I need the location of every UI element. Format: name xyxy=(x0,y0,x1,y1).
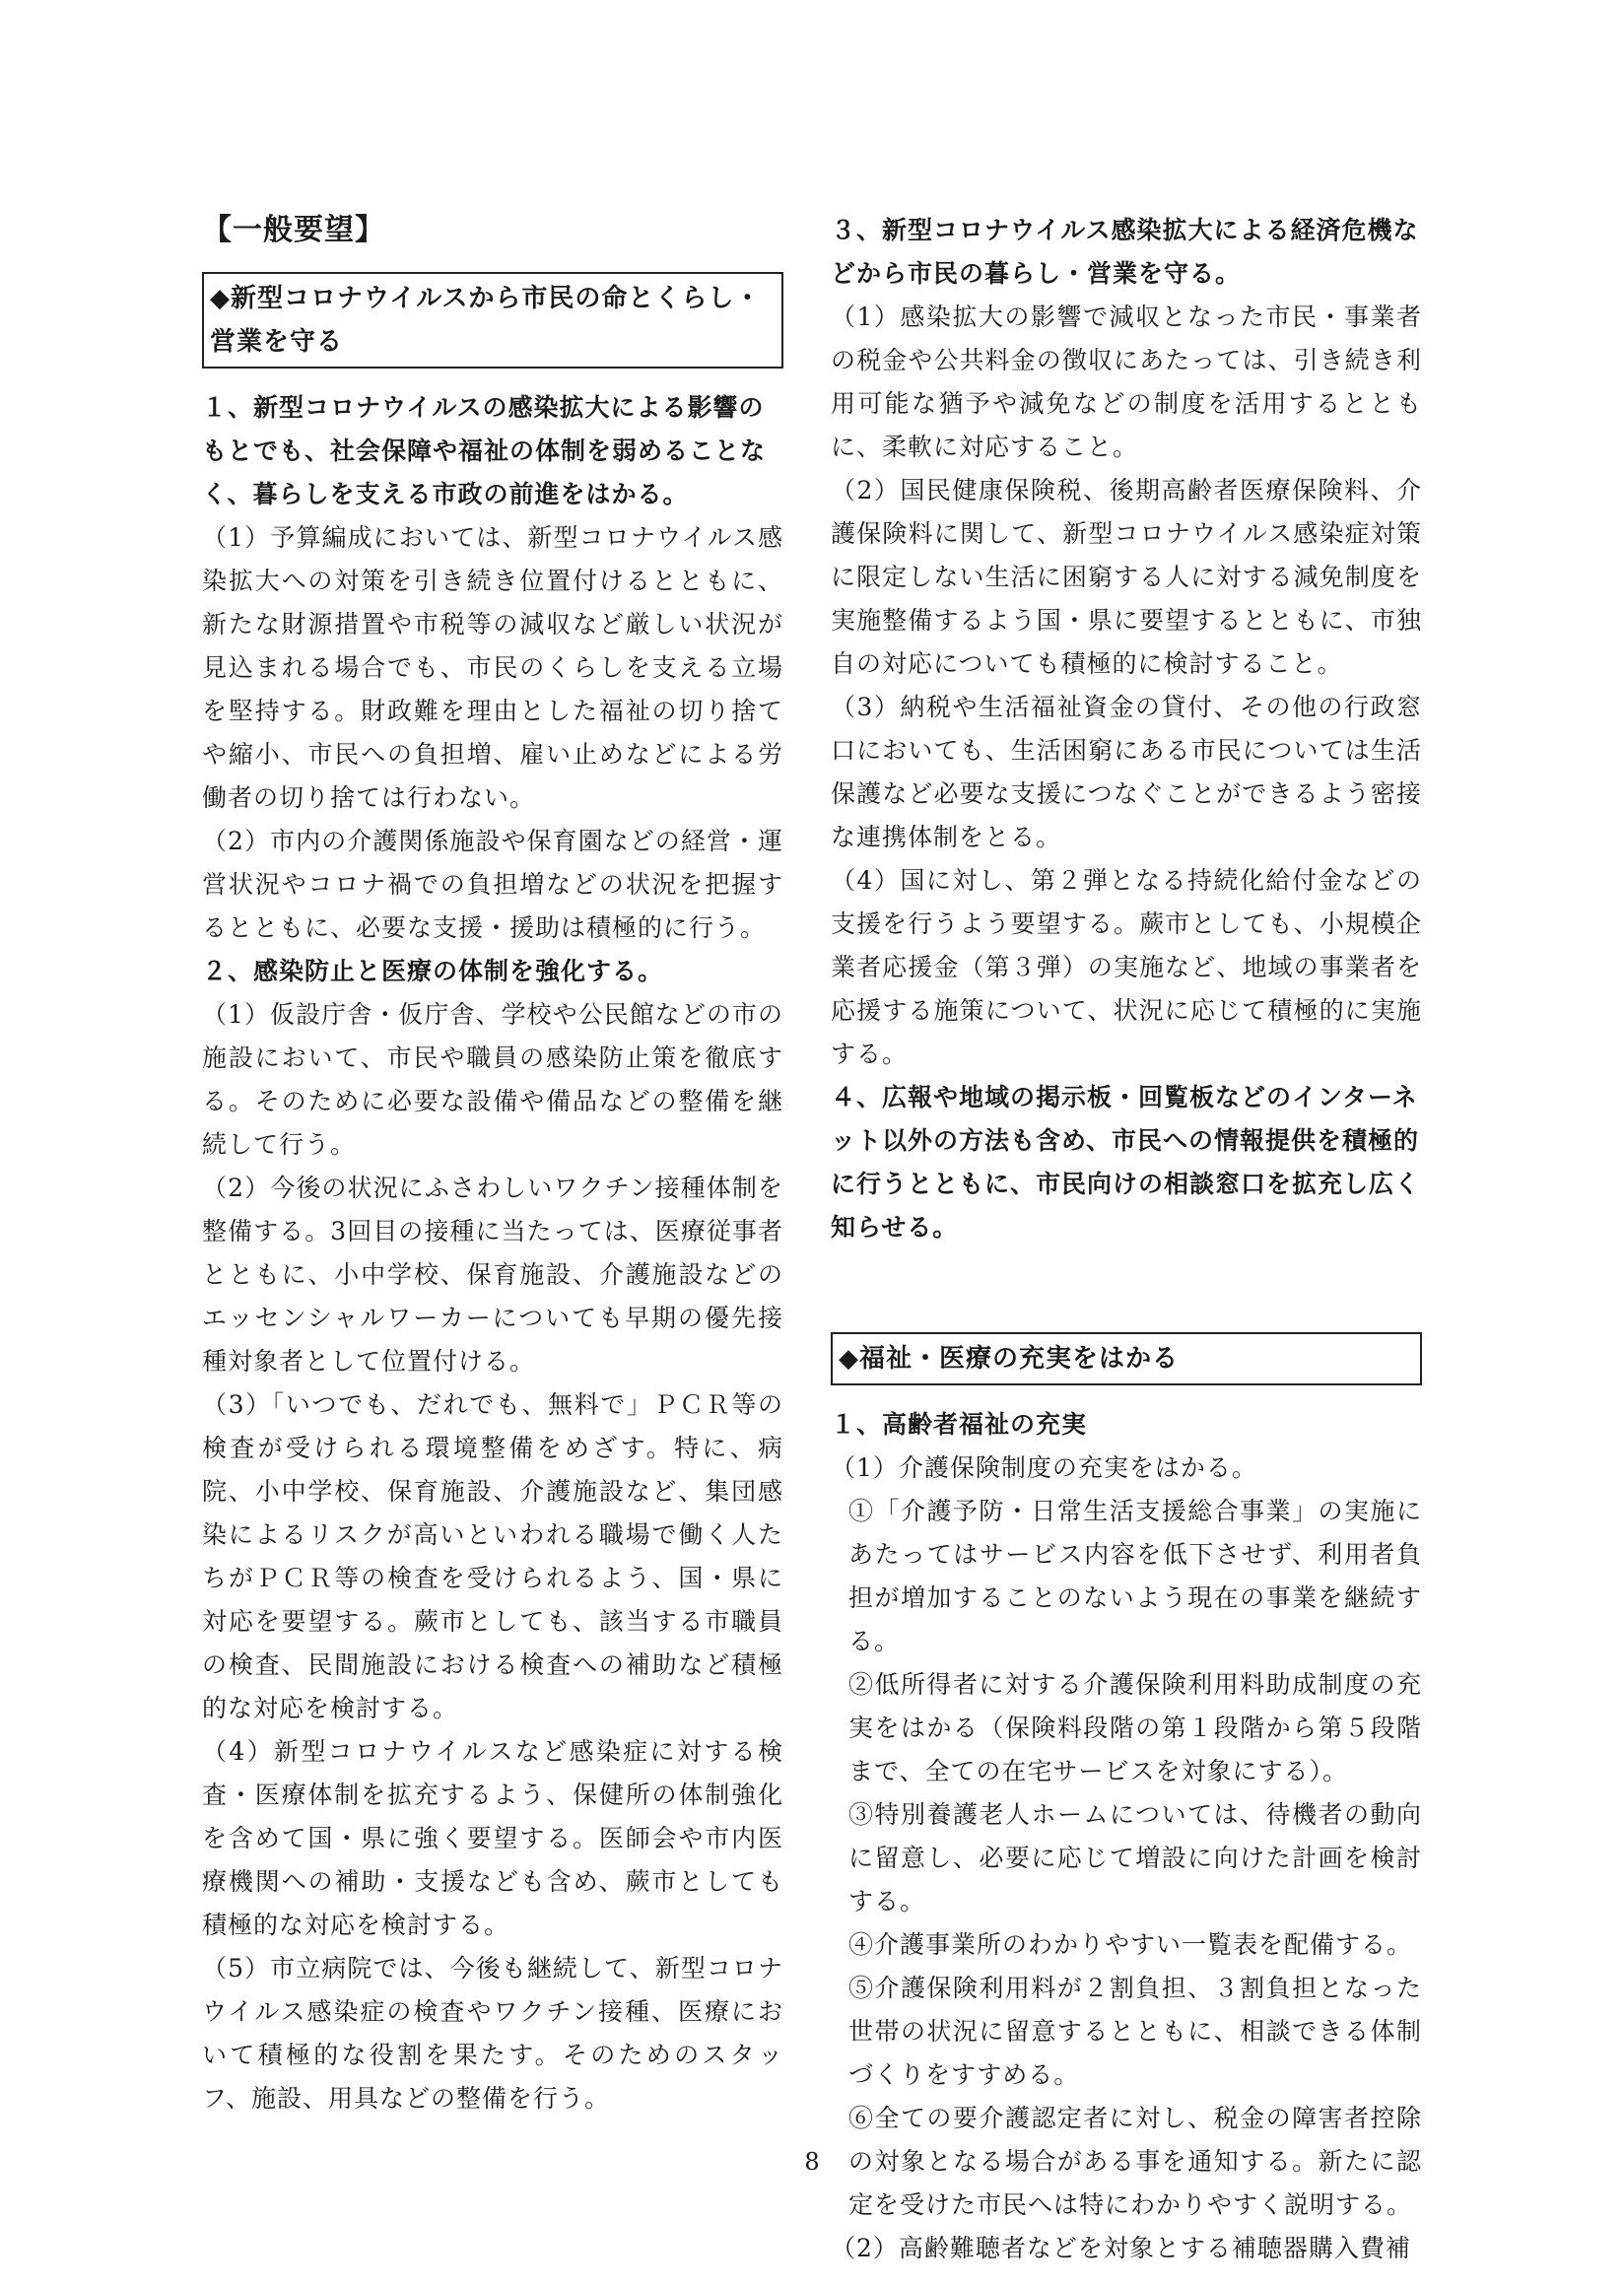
item-3-paragraph-1: （1）感染拡大の影響で減収となった市民・事業者の税金や公共料金の徴収にあたっては、引き続き利用可能な猶予や減免などの制度を活用するとともに、柔軟に対応すること。 xyxy=(831,303,1422,461)
item-4-title: ４、広報や地域の掲示板・回覧板などのインターネット以外の方法も含め、市民への情報提供を積極的に行うとともに、市民向けの相談窓口を拡充し広く知らせる。 xyxy=(831,1083,1421,1242)
section-box-covid: ◆新型コロナウイルスから市民の命とくらし・営業を守る xyxy=(202,272,783,369)
welfare-subitem-4: ④介護事業所のわかりやすい一覧表を配備する。 xyxy=(848,1930,1413,1959)
page-number: 8 xyxy=(804,2148,820,2176)
item-1-paragraph-2: （2）市内の介護関係施設や保育園などの経営・運営状況やコロナ禍での負担増などの状況を把握するとともに、必要な支援・援助は積極的に行う。 xyxy=(202,827,783,942)
right-column xyxy=(831,209,1422,2270)
item-3-paragraph-4: （4）国に対し、第２弾となる持続化給付金などの支援を行うよう要望する。蕨市としても、小規模企業者応援金（第３弾）の実施など、地域の事業者を応援する施策について、状況に応じて積極的に実施する。 xyxy=(831,866,1422,1068)
welfare-subitem-2: ②低所得者に対する介護保険利用料助成制度の充実をはかる（保険料段階の第１段階から第５段階まで、全ての在宅サービスを対象にする）。 xyxy=(848,1670,1422,1785)
item-2-paragraph-2: （2）今後の状況にふさわしいワクチン接種体制を整備する。3回目の接種に当たっては、医療従事者とともに、小中学校、保育施設、介護施設などのエッセンシャルワーカーについても早期の優先接種対象者として位置付ける。 xyxy=(202,1174,783,1376)
item-2-title: ２、感染防止と医療の体制を強化する。 xyxy=(202,957,664,985)
item-2-paragraph-3: （3）「いつでも、だれでも、無料で」ＰＣＲ等の検査が受けられる環境整備をめざす。特に、病院、小中学校、保育施設、介護施設など、集団感染によるリスクが高いといわれる職場で働く人たちがＰＣＲ等の検査を受けられるよう、国・県に対応を要望する。蕨市としても、該当する市職員の検査、民間施設における検査への補助など積極的な対応を検討する。 xyxy=(202,1390,783,1722)
general-request-heading: 【一般要望】 xyxy=(202,213,385,247)
item-3-title: ３、新型コロナウイルス感染拡大による経済危機などから市民の暮らし・営業を守る。 xyxy=(831,216,1419,288)
left-column xyxy=(202,209,783,2120)
section-box-welfare: ◆福祉・医療の充実をはかる xyxy=(831,1332,1422,1385)
item-2-paragraph-5: （5）市立病院では、今後も継続して、新型コロナウイルス感染症の検査やワクチン接種、医療において積極的な役割を果たす。そのためのスタッフ、施設、用具などの整備を行う。 xyxy=(202,1954,783,2113)
welfare-paragraph-1: （1）介護保険制度の充実をはかる。 xyxy=(831,1453,1257,1482)
welfare-subitem-1: ①「介護予防・日常生活支援総合事業」の実施にあたってはサービス内容を低下させず、利用者負担が増加することのないよう現在の事業を継続する。 xyxy=(848,1497,1422,1655)
item-3-paragraph-2: （2）国民健康保険税、後期高齢者医療保険料、介護保険料に関して、新型コロナウイルス感染症対策に限定しない生活に困窮する人に対する減免制度を実施整備するよう国・県に要望するとともに、市独自の対応についても積極的に検討すること。 xyxy=(831,476,1422,678)
item-1-paragraph-1: （1）予算編成においては、新型コロナウイルス感染拡大への対策を引き続き位置付けるとともに、新たな財源措置や市税等の減収など厳しい状況が見込まれる場合でも、市民のくらしを支える立場を堅持する。財政難を理由とした福祉の切り捨てや縮小、市民への負担増、雇い止めなどによる労働者の切り捨ては行わない。 xyxy=(202,523,783,812)
welfare-subitem-3: ③特別養護老人ホームについては、待機者の動向に留意し、必要に応じて増設に向けた計画を検討する。 xyxy=(848,1800,1422,1916)
item-2-paragraph-1: （1）仮設庁舎・仮庁舎、学校や公民館などの市の施設において、市民や職員の感染防止策を徹底する。そのために必要な設備や備品などの整備を継続して行う。 xyxy=(202,1000,783,1159)
item-1-title: １、新型コロナウイルスの感染拡大による影響のもとでも、社会保障や福祉の体制を弱めることなく、暮らしを支える市政の前進をはかる。 xyxy=(202,393,767,508)
welfare-subitem-6: ⑥全ての要介護認定者に対し、税金の障害者控除の対象となる場合がある事を通知する。新たに認定を受けた市民へは特にわかりやすく説明する。 xyxy=(848,2104,1422,2219)
item-3-paragraph-3: （3）納税や生活福祉資金の貸付、その他の行政窓口においても、生活困窮にある市民については生活保護など必要な支援につなぐことができるよう密接な連携体制をとる。 xyxy=(831,693,1422,851)
welfare-item-1-title: １、高齢者福祉の充実 xyxy=(831,1410,1088,1439)
welfare-subitem-5: ⑤介護保険利用料が２割負担、３割負担となった世帯の状況に留意するとともに、相談できる体制づくりをすすめる。 xyxy=(848,1974,1422,2089)
welfare-paragraph-2: （2）高齢難聴者などを対象とする補聴器購入費補 xyxy=(831,2234,1411,2262)
item-2-paragraph-4: （4）新型コロナウイルスなど感染症に対する検査・医療体制を拡充するよう、保健所の体制強化を含めて国・県に強く要望する。医師会や市内医療機関への補助・支援なども含め、蕨市としても積極的な対応を検討する。 xyxy=(202,1737,783,1939)
